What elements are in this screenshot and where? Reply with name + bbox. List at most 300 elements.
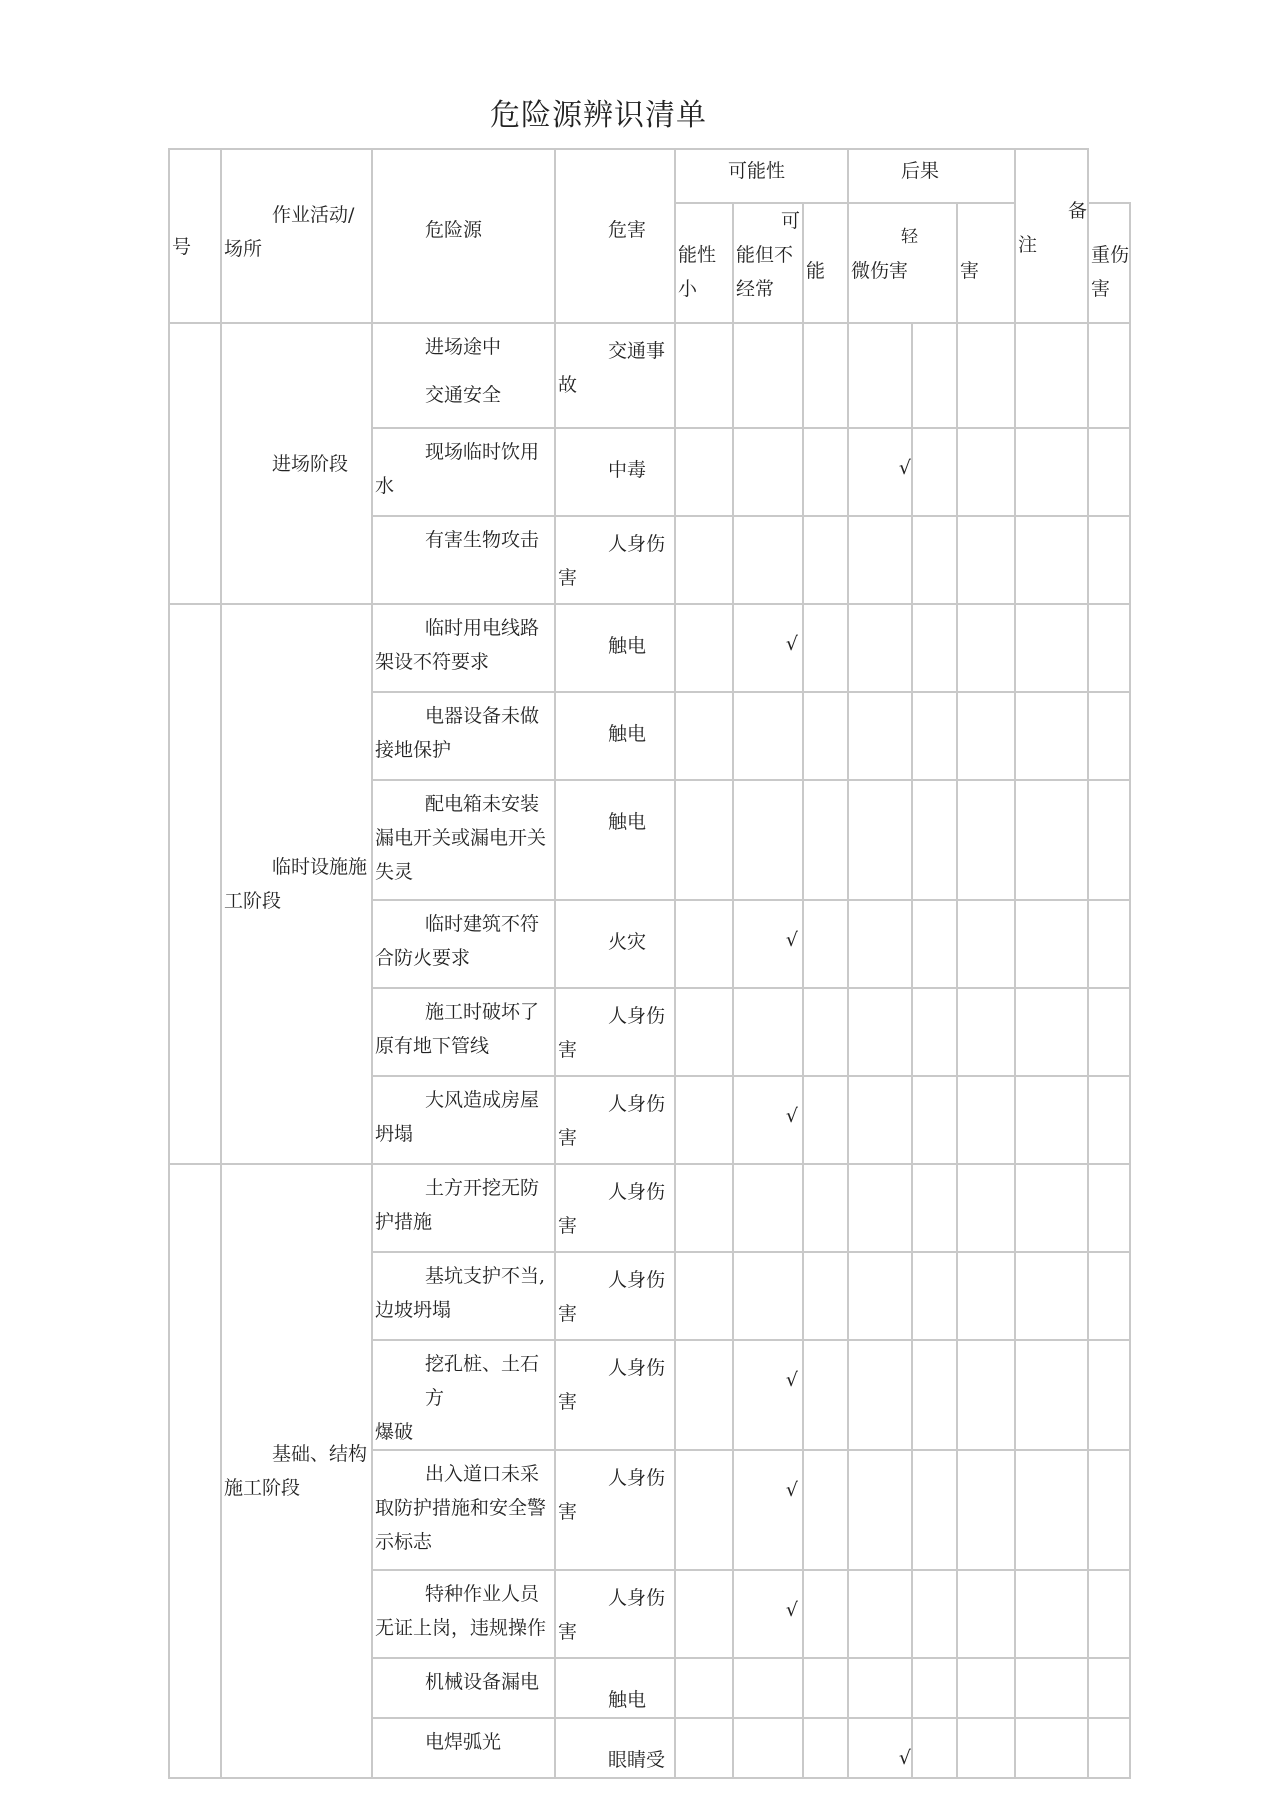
possibility-possible-cell: [733, 1164, 803, 1252]
consequence-moderate-cell: [957, 1340, 1015, 1450]
possibility-possible-cell: [733, 988, 803, 1076]
hazard-source-cell: [372, 988, 555, 1076]
possibility-unlikely-cell: [675, 1450, 733, 1570]
harm-line1: 人身伤: [608, 1269, 666, 1291]
activity-line1: 临时设施施: [272, 856, 368, 878]
possibility-likely-cell: [803, 1340, 848, 1450]
consequence-moderate-cell: [957, 988, 1015, 1076]
harm-line1: 人身伤: [608, 1467, 666, 1489]
check-mark: [734, 1253, 802, 1275]
possibility-likely-cell: [803, 516, 848, 604]
harm-cell: [555, 988, 675, 1076]
hazard-table: [168, 148, 1131, 1779]
header-harm-label: 危害: [608, 219, 647, 241]
check-mark: [849, 1165, 911, 1187]
hazard-line2: 原有地下管线: [375, 1035, 490, 1057]
consequence-minor-extra-cell: [912, 1718, 957, 1778]
header-hazard-source-label: 危险源: [425, 219, 483, 241]
harm-line2: 害: [558, 1303, 578, 1325]
harm-line1: 眼睛受: [608, 1749, 666, 1771]
hazard-source-cell: [372, 692, 555, 780]
check-mark: [734, 781, 802, 803]
consequence-minor-cell: [848, 516, 912, 604]
hazard-line1: 施工时破坏了: [425, 1001, 540, 1023]
header-p1-line1: 能性: [678, 244, 717, 266]
possibility-unlikely-cell: [675, 323, 733, 428]
check-mark: [849, 989, 911, 1011]
consequence-moderate-cell: [957, 780, 1015, 900]
remarks-cell: [1088, 780, 1130, 900]
hazard-source-cell: [372, 1076, 555, 1164]
tick-mark: [676, 693, 732, 723]
possibility-possible-cell: [733, 780, 803, 900]
remarks-cell: [1088, 1450, 1130, 1570]
hazard-line1: 土方开挖无防: [425, 1177, 540, 1199]
header-remarks-line2: 注: [1018, 234, 1038, 256]
activity-line1: 基础、结构: [272, 1443, 368, 1465]
hazard-line2: 取防护措施和安全警: [375, 1497, 547, 1519]
hazard-source-cell: [372, 1658, 555, 1718]
consequence-minor-cell: [848, 604, 912, 692]
check-mark: [849, 1571, 911, 1593]
possibility-possible-cell: [733, 900, 803, 988]
consequence-minor-cell: [848, 1076, 912, 1164]
check-mark: √: [785, 1479, 798, 1501]
consequence-minor-cell: [848, 692, 912, 780]
possibility-possible-cell: [733, 1076, 803, 1164]
check-mark: [849, 605, 911, 627]
hazard-line2: 坍塌: [375, 1123, 414, 1145]
possibility-possible-cell: [733, 1450, 803, 1570]
consequence-moderate-cell: [957, 323, 1015, 428]
possibility-likely-cell: [803, 988, 848, 1076]
header-hazard-source: [372, 149, 555, 323]
check-mark: √: [785, 1599, 798, 1621]
possibility-unlikely-cell: [675, 780, 733, 900]
consequence-moderate-cell: [957, 1658, 1015, 1718]
harm-cell: [555, 1450, 675, 1570]
tick-mark: [676, 1077, 732, 1107]
harm-cell: [555, 1718, 675, 1778]
harm-line2: 害: [558, 1039, 578, 1061]
remarks-cell: [1088, 1570, 1130, 1658]
check-mark: [734, 989, 802, 1011]
harm-line1: 人身伤: [608, 533, 666, 555]
hazard-line2: 漏电开关或漏电开关: [375, 827, 547, 849]
hazard-line1: 特种作业人员: [425, 1583, 540, 1605]
check-mark: [849, 324, 911, 346]
hazard-line1: 电焊弧光: [425, 1731, 502, 1753]
possibility-possible-cell: [733, 1658, 803, 1718]
consequence-minor-extra-cell: [912, 516, 957, 604]
hazard-line1: 电器设备未做: [425, 705, 540, 727]
consequence-moderate-cell: [957, 516, 1015, 604]
check-mark: [734, 517, 802, 539]
row-no-cell: [169, 604, 221, 1164]
consequence-minor-cell: [848, 780, 912, 900]
tick-mark: [676, 1719, 732, 1749]
row-no-cell: [169, 323, 221, 604]
check-mark: [734, 1165, 802, 1187]
harm-line1: 触电: [608, 1689, 647, 1711]
consequence-severe-cell: [1015, 988, 1088, 1076]
harm-line1: 火灾: [608, 931, 647, 953]
harm-line1: 人身伤: [608, 1093, 666, 1115]
harm-cell: [555, 692, 675, 780]
hazard-line2: 交通安全: [425, 384, 502, 406]
possibility-likely-cell: [803, 604, 848, 692]
consequence-moderate-cell: [957, 604, 1015, 692]
header-activity-line1: 作业活动/: [272, 204, 355, 226]
check-mark: [734, 429, 802, 451]
header-c2-label: 害: [960, 260, 980, 282]
activity-line2: 施工阶段: [224, 1477, 301, 1499]
consequence-minor-cell: [848, 1252, 912, 1340]
check-mark: [734, 324, 802, 346]
possibility-likely-cell: [803, 780, 848, 900]
harm-line1: 触电: [608, 811, 647, 833]
possibility-likely-cell: [803, 1570, 848, 1658]
tick-mark: [676, 324, 732, 354]
possibility-possible-cell: [733, 323, 803, 428]
consequence-severe-cell: [1015, 323, 1088, 428]
consequence-minor-extra-cell: [912, 900, 957, 988]
possibility-likely-cell: [803, 1718, 848, 1778]
remarks-cell: [1088, 323, 1130, 428]
harm-line1: 触电: [608, 723, 647, 745]
harm-cell: [555, 780, 675, 900]
consequence-moderate-cell: [957, 1718, 1015, 1778]
possibility-likely-cell: [803, 323, 848, 428]
consequence-minor-extra-cell: [912, 323, 957, 428]
harm-line1: 人身伤: [608, 1005, 666, 1027]
tick-mark: [676, 1571, 732, 1601]
header-activity-line2: 场所: [224, 238, 263, 260]
hazard-source-cell: [372, 1570, 555, 1658]
tick-mark: [676, 781, 732, 811]
hazard-source-cell: [372, 1340, 555, 1450]
possibility-likely-cell: [803, 428, 848, 516]
remarks-cell: [1088, 1718, 1130, 1778]
harm-line1: 人身伤: [608, 1587, 666, 1609]
consequence-minor-cell: [848, 988, 912, 1076]
hazard-source-cell: [372, 516, 555, 604]
harm-cell: [555, 604, 675, 692]
remarks-cell: [1088, 1252, 1130, 1340]
tick-mark: [676, 1253, 732, 1283]
activity-cell: [221, 1164, 372, 1778]
harm-line1: 中毒: [608, 459, 647, 481]
possibility-likely-cell: [803, 1164, 848, 1252]
check-mark: √: [785, 1369, 798, 1391]
check-mark: [734, 693, 802, 715]
possibility-unlikely-cell: [675, 604, 733, 692]
check-mark: [849, 1341, 911, 1363]
possibility-likely-cell: [803, 1252, 848, 1340]
header-remarks-line1: 备: [1068, 200, 1088, 222]
check-mark: √: [898, 457, 911, 479]
header-p-unlikely: [675, 203, 733, 323]
possibility-possible-cell: [733, 1570, 803, 1658]
possibility-unlikely-cell: [675, 1718, 733, 1778]
header-p2-line0: 可: [780, 210, 800, 232]
possibility-unlikely-cell: [675, 1164, 733, 1252]
header-c3-line1: 重伤: [1091, 244, 1130, 266]
consequence-moderate-cell: [957, 1450, 1015, 1570]
consequence-minor-extra-cell: [912, 1658, 957, 1718]
tick-mark: [676, 1341, 732, 1371]
consequence-severe-cell: [1015, 780, 1088, 900]
harm-line2: 害: [558, 1391, 578, 1413]
consequence-severe-cell: [1015, 428, 1088, 516]
possibility-possible-cell: [733, 604, 803, 692]
tick-mark: [676, 517, 732, 547]
consequence-moderate-cell: [957, 1076, 1015, 1164]
header-p3-label: 能: [806, 260, 826, 282]
header-c1-top: 轻: [901, 227, 918, 247]
consequence-minor-extra-cell: [912, 1252, 957, 1340]
hazard-source-cell: [372, 780, 555, 900]
hazard-line2: 边坡坍塌: [375, 1299, 452, 1321]
consequence-minor-cell: [848, 1570, 912, 1658]
check-mark: [849, 1451, 911, 1473]
hazard-line1: 挖孔桩、土石方: [425, 1353, 540, 1409]
activity-line1: 进场阶段: [272, 452, 349, 475]
tick-mark: [676, 605, 732, 635]
tick-mark: [676, 989, 732, 1019]
remarks-cell: [1088, 1340, 1130, 1450]
harm-cell: [555, 1570, 675, 1658]
consequence-severe-cell: [1015, 604, 1088, 692]
check-mark: [849, 517, 911, 539]
header-activity: [221, 149, 372, 323]
hazard-source-cell: [372, 1450, 555, 1570]
consequence-minor-extra-cell: [912, 1340, 957, 1450]
table-row: [169, 604, 1130, 692]
consequence-moderate-cell: [957, 692, 1015, 780]
hazard-line1: 出入道口未采: [425, 1463, 540, 1485]
header-possibility: [675, 149, 848, 203]
hazard-line1: 有害生物攻击: [425, 529, 540, 551]
hazard-source-cell: [372, 428, 555, 516]
possibility-unlikely-cell: [675, 1570, 733, 1658]
consequence-severe-cell: [1015, 1340, 1088, 1450]
consequence-severe-cell: [1015, 1076, 1088, 1164]
consequence-severe-cell: [1015, 1570, 1088, 1658]
header-possibility-label: 可能性: [728, 160, 786, 182]
header-p2-line2: 经常: [736, 278, 775, 300]
header-remarks: [1015, 149, 1088, 323]
possibility-possible-cell: [733, 1340, 803, 1450]
consequence-minor-cell: [848, 1164, 912, 1252]
harm-line2: 害: [558, 1215, 578, 1237]
harm-line2: 害: [558, 1127, 578, 1149]
consequence-moderate-cell: [957, 428, 1015, 516]
possibility-likely-cell: [803, 900, 848, 988]
hazard-source-cell: [372, 1252, 555, 1340]
table-row: [169, 323, 1130, 428]
hazard-line1: 临时用电线路: [425, 617, 540, 639]
hazard-source-cell: [372, 900, 555, 988]
consequence-moderate-cell: [957, 900, 1015, 988]
harm-line2: 害: [558, 567, 578, 589]
consequence-severe-cell: [1015, 1658, 1088, 1718]
harm-cell: [555, 323, 675, 428]
header-c3-line2: 害: [1091, 278, 1111, 300]
hazard-line2: 爆破: [375, 1421, 414, 1443]
tick-mark: [676, 1451, 732, 1481]
consequence-severe-cell: [1015, 1718, 1088, 1778]
consequence-minor-cell: [848, 900, 912, 988]
consequence-moderate-cell: [957, 1252, 1015, 1340]
remarks-cell: [1088, 988, 1130, 1076]
consequence-moderate-cell: [957, 1570, 1015, 1658]
check-mark: [849, 1659, 911, 1681]
consequence-minor-extra-cell: [912, 988, 957, 1076]
harm-cell: [555, 1076, 675, 1164]
activity-cell: [221, 323, 372, 604]
hazard-source-cell: [372, 1164, 555, 1252]
consequence-minor-extra-cell: [912, 1450, 957, 1570]
harm-line2: 故: [558, 374, 578, 396]
harm-cell: [555, 1658, 675, 1718]
possibility-unlikely-cell: [675, 516, 733, 604]
consequence-minor-cell: [848, 1450, 912, 1570]
hazard-line1: 进场途中: [425, 336, 502, 358]
hazard-line1: 临时建筑不符: [425, 913, 540, 935]
header-c1-label: 微伤害: [851, 260, 909, 282]
harm-cell: [555, 1164, 675, 1252]
tick-mark: [676, 1165, 732, 1195]
header-consequence-label: 后果: [901, 160, 940, 182]
remarks-cell: [1088, 1076, 1130, 1164]
harm-line2: 害: [558, 1501, 578, 1523]
header-p-likely: [803, 203, 848, 323]
hazard-line2: 护措施: [375, 1211, 433, 1233]
consequence-minor-extra-cell: [912, 1164, 957, 1252]
hazard-line1: 现场临时饮用: [425, 441, 540, 463]
hazard-line1: 基坑支护不当,: [425, 1265, 546, 1287]
harm-cell: [555, 1252, 675, 1340]
check-mark: [734, 1719, 802, 1741]
tick-mark: [676, 429, 732, 459]
header-c-moderate: [957, 203, 1015, 323]
harm-cell: [555, 900, 675, 988]
header-c-severe: [1088, 203, 1130, 323]
check-mark: [849, 1077, 911, 1099]
harm-line1: 触电: [608, 635, 647, 657]
hazard-line2: 水: [375, 475, 395, 497]
possibility-possible-cell: [733, 516, 803, 604]
check-mark: [849, 693, 911, 715]
hazard-source-cell: [372, 1718, 555, 1778]
page-title: 危险源辨识清单: [490, 98, 707, 133]
possibility-likely-cell: [803, 1450, 848, 1570]
consequence-minor-cell: [848, 1718, 912, 1778]
row-no-cell: [169, 1164, 221, 1778]
possibility-unlikely-cell: [675, 1340, 733, 1450]
possibility-unlikely-cell: [675, 988, 733, 1076]
activity-line2: 工阶段: [224, 890, 282, 912]
consequence-minor-cell: [848, 1340, 912, 1450]
consequence-minor-extra-cell: [912, 428, 957, 516]
possibility-possible-cell: [733, 1718, 803, 1778]
consequence-minor-cell: [848, 323, 912, 428]
hazard-line1: 大风造成房屋: [425, 1089, 540, 1111]
check-mark: [734, 1659, 802, 1681]
possibility-likely-cell: [803, 692, 848, 780]
check-mark: [849, 901, 911, 923]
check-mark: √: [898, 1747, 911, 1769]
possibility-possible-cell: [733, 1252, 803, 1340]
table-row: [169, 1164, 1130, 1252]
check-mark: [849, 1253, 911, 1275]
consequence-severe-cell: [1015, 900, 1088, 988]
possibility-unlikely-cell: [675, 1658, 733, 1718]
possibility-unlikely-cell: [675, 900, 733, 988]
consequence-moderate-cell: [957, 1164, 1015, 1252]
consequence-minor-cell: [848, 1658, 912, 1718]
header-p1-line2: 小: [678, 278, 698, 300]
check-mark: √: [785, 929, 798, 951]
remarks-cell: [1088, 516, 1130, 604]
possibility-unlikely-cell: [675, 1076, 733, 1164]
consequence-minor-extra-cell: [912, 780, 957, 900]
header-harm: [555, 149, 675, 323]
check-mark: √: [785, 633, 798, 655]
check-mark: √: [785, 1105, 798, 1127]
hazard-line3: 失灵: [375, 861, 414, 883]
remarks-cell: [1088, 692, 1130, 780]
header-c-minor: [848, 203, 957, 323]
consequence-minor-extra-cell: [912, 604, 957, 692]
header-p2-line1: 能但不: [736, 244, 794, 266]
header-p-possible: [733, 203, 803, 323]
header-no: [169, 149, 221, 323]
harm-line1: 人身伤: [608, 1357, 666, 1379]
harm-cell: [555, 1340, 675, 1450]
possibility-likely-cell: [803, 1076, 848, 1164]
consequence-severe-cell: [1015, 1252, 1088, 1340]
remarks-cell: [1088, 1164, 1130, 1252]
remarks-cell: [1088, 428, 1130, 516]
hazard-line3: 示标志: [375, 1531, 433, 1553]
remarks-cell: [1088, 900, 1130, 988]
possibility-unlikely-cell: [675, 692, 733, 780]
remarks-cell: [1088, 1658, 1130, 1718]
consequence-minor-cell: [848, 428, 912, 516]
tick-mark: [676, 901, 732, 931]
hazard-line2: 合防火要求: [375, 947, 471, 969]
hazard-line1: 机械设备漏电: [425, 1671, 540, 1693]
hazard-line2: 接地保护: [375, 739, 452, 761]
harm-cell: [555, 428, 675, 516]
header-no-label: 号: [172, 236, 192, 258]
header-consequence: [848, 149, 1015, 203]
check-mark: [849, 781, 911, 803]
consequence-minor-extra-cell: [912, 1076, 957, 1164]
consequence-severe-cell: [1015, 516, 1088, 604]
harm-line1: 人身伤: [608, 1181, 666, 1203]
hazard-line1: 配电箱未安装: [425, 793, 540, 815]
possibility-likely-cell: [803, 1658, 848, 1718]
consequence-minor-extra-cell: [912, 692, 957, 780]
consequence-minor-extra-cell: [912, 1570, 957, 1658]
hazard-line2: 架设不符要求: [375, 651, 490, 673]
possibility-unlikely-cell: [675, 1252, 733, 1340]
consequence-severe-cell: [1015, 1164, 1088, 1252]
possibility-possible-cell: [733, 428, 803, 516]
